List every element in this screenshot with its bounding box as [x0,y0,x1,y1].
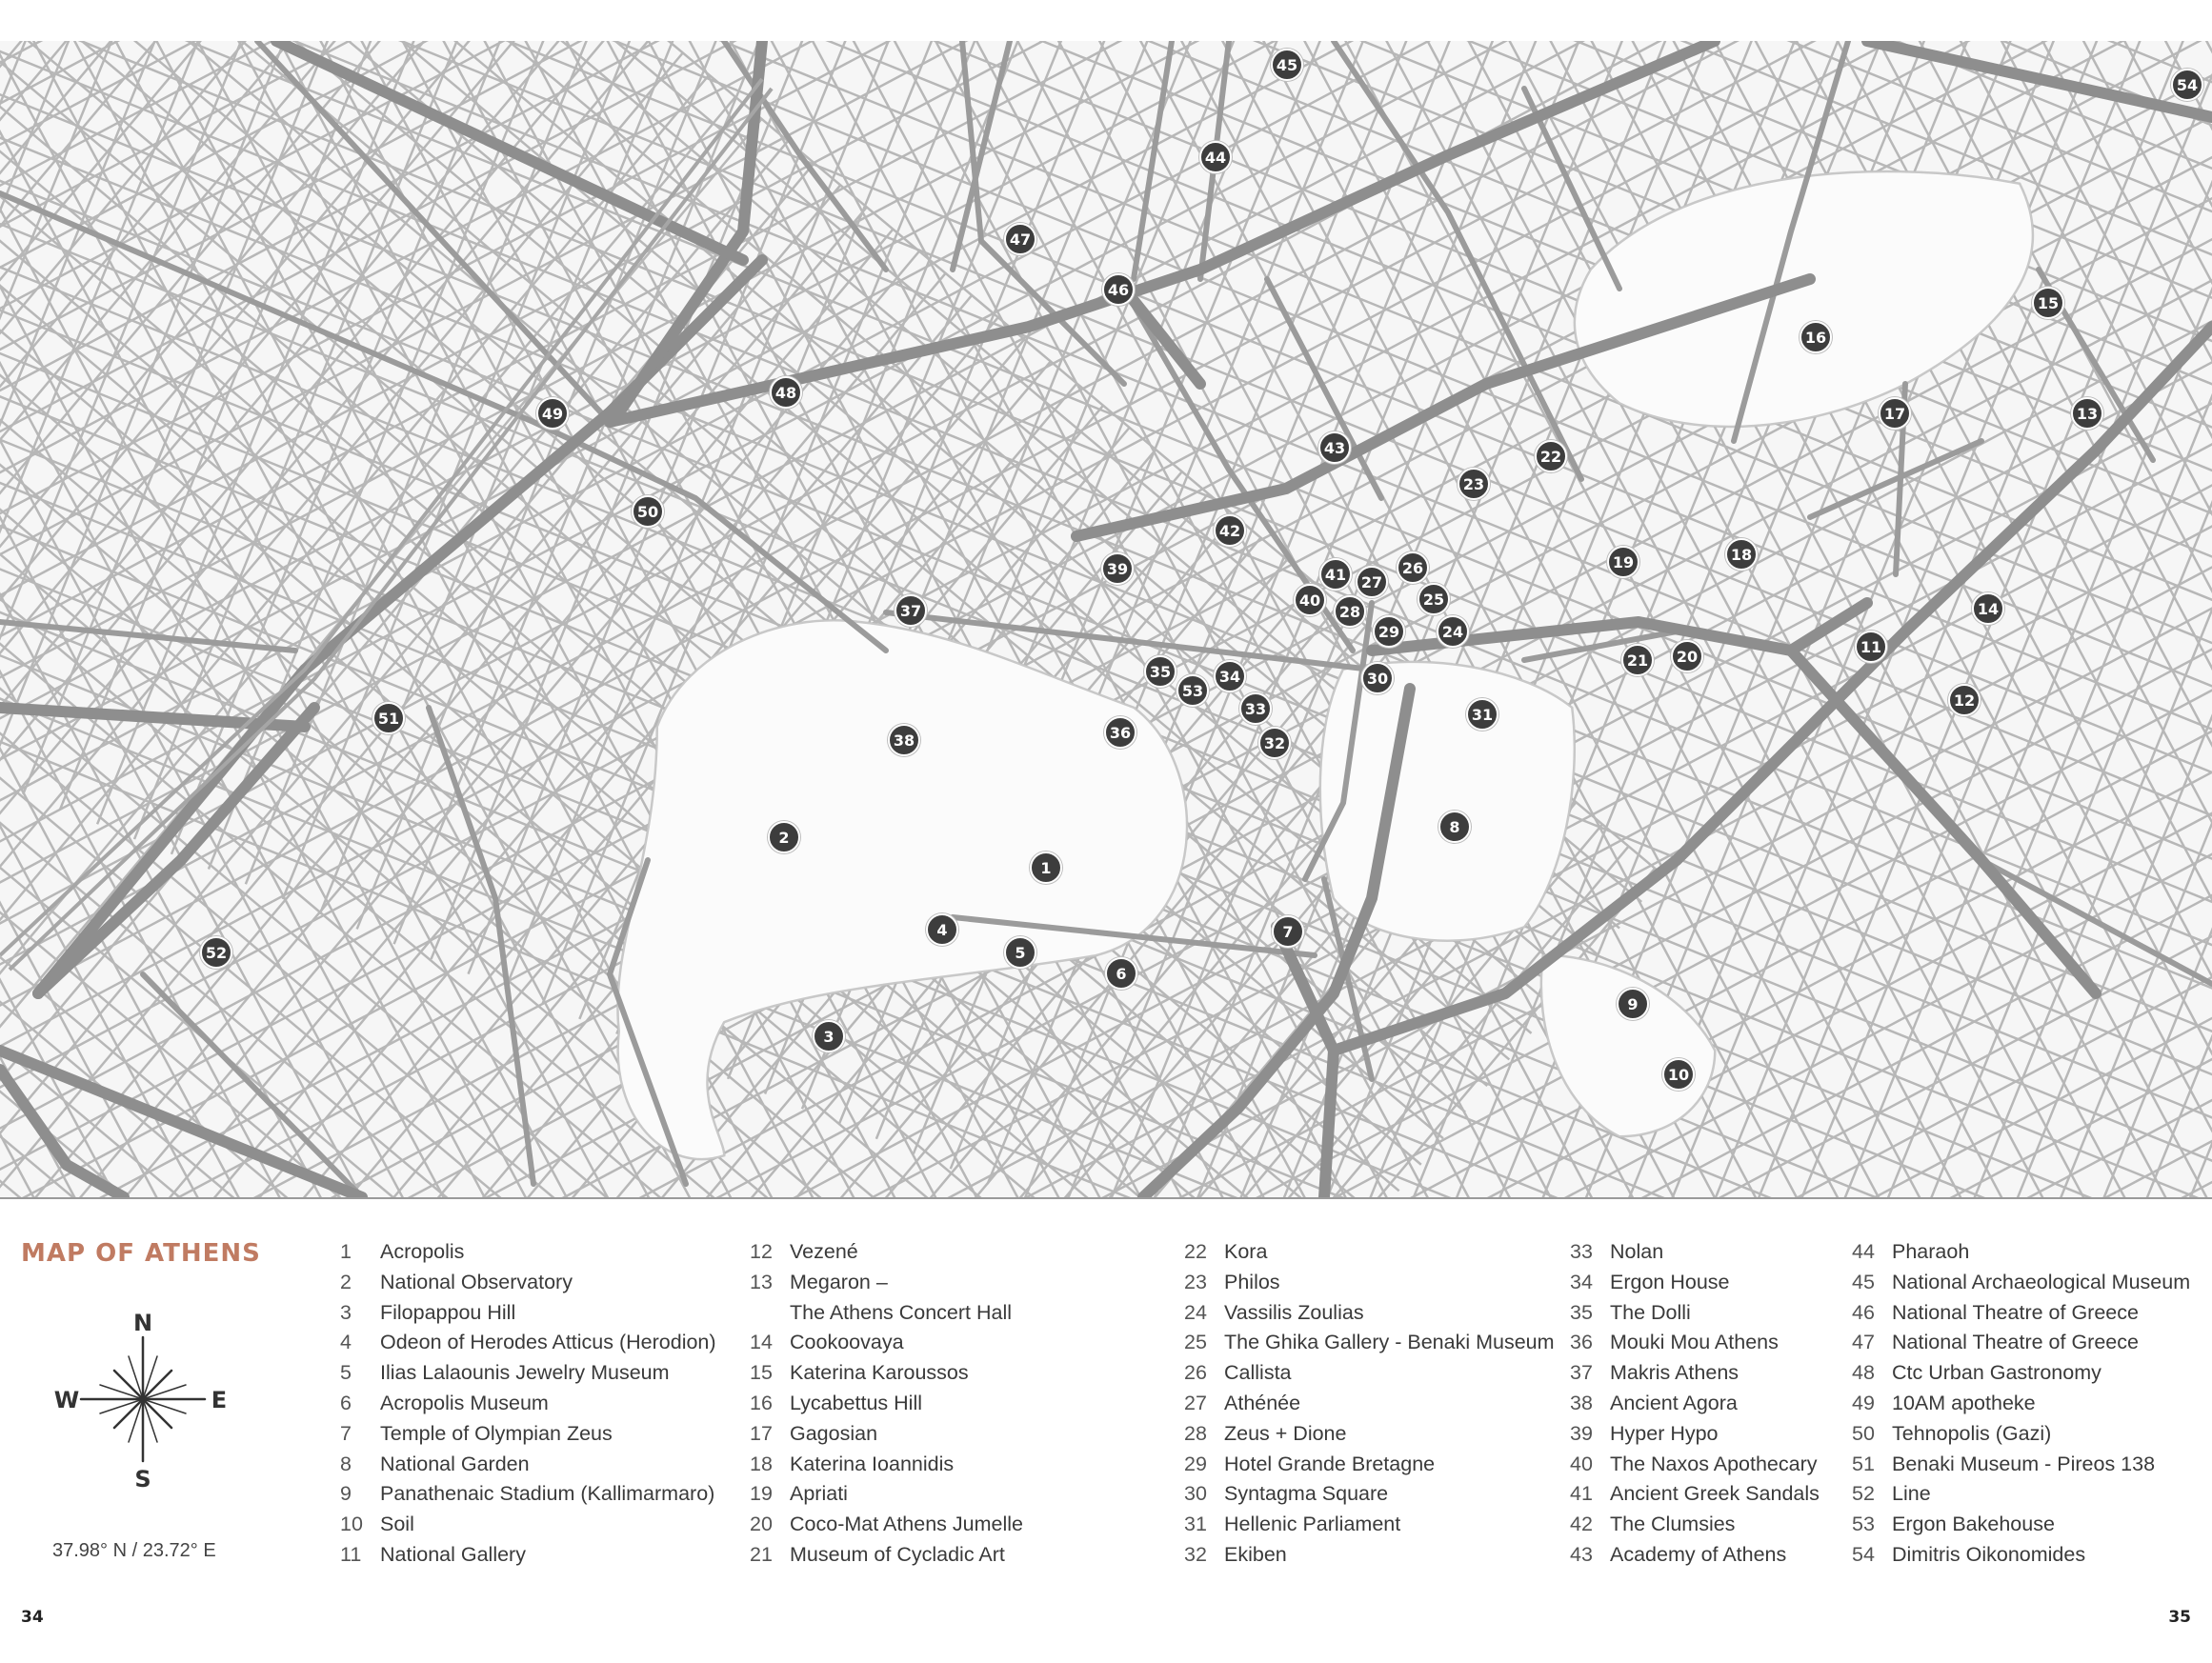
legend-item [750,1358,1023,1389]
compass-rose-icon [38,1304,248,1494]
legend-item [1184,1510,1555,1540]
legend-item-name: Hellenic Parliament [1224,1513,1401,1536]
legend-item-number: 9 [340,1482,352,1506]
legend-item [1184,1298,1555,1329]
legend-item [750,1450,1023,1480]
legend-item [1570,1510,1820,1540]
legend-item [1852,1298,2190,1329]
map-marker[interactable]: 52 [200,936,232,969]
legend-column-5 [1852,1237,2190,1571]
legend-item [1184,1419,1555,1450]
map-marker[interactable]: 46 [1102,273,1135,306]
map-marker[interactable]: 14 [1972,592,2004,625]
map-marker[interactable]: 53 [1176,674,1209,707]
legend-item-number: 10 [340,1513,363,1536]
map-marker[interactable]: 5 [1004,936,1036,969]
map-marker[interactable]: 9 [1617,988,1649,1020]
page-number-left: 34 [21,1608,44,1627]
legend-item [1570,1358,1820,1389]
legend-item-name: Vassilis Zoulias [1224,1300,1364,1324]
legend-item [340,1479,716,1510]
legend-item [340,1358,716,1389]
map-marker[interactable]: 12 [1948,684,1981,716]
map-marker[interactable]: 17 [1879,397,1911,430]
legend-item-number: 1 [340,1240,352,1263]
legend-item-number: 38 [1570,1391,1593,1414]
legend-item [340,1268,716,1298]
map-marker[interactable]: 30 [1361,662,1394,694]
legend-item-name: Temple of Olympian Zeus [380,1421,613,1445]
legend-item [1852,1268,2190,1298]
map-marker[interactable]: 49 [536,397,569,430]
legend-item [750,1298,1023,1329]
legend-item-name: Museum of Cycladic Art [790,1542,1005,1566]
legend-column-3 [1184,1237,1555,1571]
legend-item-name: Acropolis Museum [380,1391,549,1414]
legend-item-name: The Clumsies [1610,1513,1736,1536]
legend-item [340,1510,716,1540]
legend-item [1184,1237,1555,1268]
legend-item-name: Ilias Lalaounis Jewelry Museum [380,1361,670,1385]
legend-item [1184,1358,1555,1389]
legend-item [1184,1389,1555,1419]
legend-item [340,1540,716,1571]
map-marker[interactable]: 36 [1104,716,1136,749]
map-marker[interactable]: 23 [1458,468,1490,500]
legend-item-name: Ctc Urban Gastronomy [1892,1361,2101,1385]
legend-item-number: 51 [1852,1452,1875,1475]
legend-item [1184,1328,1555,1358]
legend-item-number: 8 [340,1452,352,1475]
legend-item-number: 24 [1184,1300,1207,1324]
legend-item-name: Makris Athens [1610,1361,1739,1385]
legend-item-name: Acropolis [380,1240,465,1263]
legend-item-name: Katerina Ioannidis [790,1452,955,1475]
street-map[interactable] [0,41,2212,1199]
map-marker[interactable]: 32 [1258,727,1291,759]
legend-item-name: Athénée [1224,1391,1301,1414]
legend-item-name: The Ghika Gallery - Benaki Museum [1224,1331,1555,1354]
legend-item-number: 16 [750,1391,773,1414]
legend-item-name: The Naxos Apothecary [1610,1452,1818,1475]
legend-item-name: Hyper Hypo [1610,1421,1719,1445]
legend-item-name: Nolan [1610,1240,1664,1263]
map-marker[interactable]: 47 [1004,223,1036,255]
legend-item [1852,1389,2190,1419]
legend-item [1570,1237,1820,1268]
legend-item-number: 17 [750,1421,773,1445]
legend-item [1184,1540,1555,1571]
legend-item-number: 14 [750,1331,773,1354]
legend-item-name: Kora [1224,1240,1268,1263]
legend-item [1570,1479,1820,1510]
legend-item [1570,1328,1820,1358]
map-marker[interactable]: 2 [768,821,800,853]
legend-item-number: 5 [340,1361,352,1385]
legend-item [1852,1479,2190,1510]
legend-item-number: 44 [1852,1240,1875,1263]
legend-item [1852,1358,2190,1389]
map-marker[interactable]: 25 [1418,583,1450,615]
map-marker[interactable]: 48 [770,376,802,409]
legend-item-name: Katerina Karoussos [790,1361,969,1385]
map-marker[interactable]: 38 [888,724,920,756]
legend-item-number: 29 [1184,1452,1207,1475]
legend-item-name: Callista [1224,1361,1292,1385]
legend-item-name: Hotel Grande Bretagne [1224,1452,1436,1475]
map-marker[interactable]: 44 [1199,141,1232,173]
legend-item-number: 27 [1184,1391,1207,1414]
legend-item-number: 2 [340,1270,352,1293]
map-marker[interactable]: 40 [1294,584,1326,616]
legend-item [750,1268,1023,1298]
legend-item [1570,1268,1820,1298]
map-marker[interactable]: 10 [1662,1058,1695,1091]
legend-item-number: 15 [750,1361,773,1385]
legend-item-number: 39 [1570,1421,1593,1445]
map-legend [0,1199,2212,1663]
legend-item-number: 42 [1570,1513,1593,1536]
legend-column-4 [1570,1237,1820,1571]
legend-item [340,1450,716,1480]
map-marker[interactable]: 54 [2171,69,2203,101]
legend-item [1570,1450,1820,1480]
legend-item-name: The Athens Concert Hall [790,1300,1013,1324]
legend-item-number: 23 [1184,1270,1207,1293]
legend-item-name: Syntagma Square [1224,1482,1389,1506]
legend-item-name: Zeus + Dione [1224,1421,1347,1445]
map-marker[interactable]: 45 [1271,49,1303,81]
legend-item [1184,1450,1555,1480]
map-marker[interactable]: 24 [1437,615,1469,648]
legend-item-name: National Gallery [380,1542,526,1566]
legend-item [750,1540,1023,1571]
legend-item-number: 32 [1184,1542,1207,1566]
legend-item-number: 20 [750,1513,773,1536]
legend-item-name: Filopappou Hill [380,1300,516,1324]
legend-item-name: Line [1892,1482,1931,1506]
legend-item [750,1237,1023,1268]
map-marker[interactable]: 33 [1239,692,1272,725]
legend-item-number: 47 [1852,1331,1875,1354]
legend-item-name: Philos [1224,1270,1280,1293]
map-marker[interactable]: 28 [1334,595,1366,628]
legend-item-number: 18 [750,1452,773,1475]
map-marker[interactable]: 39 [1101,552,1134,585]
legend-item-number: 37 [1570,1361,1593,1385]
map-marker[interactable]: 51 [372,702,405,734]
legend-item-number: 25 [1184,1331,1207,1354]
legend-item-number: 33 [1570,1240,1593,1263]
legend-item-name: Ergon House [1610,1270,1730,1293]
legend-item [750,1479,1023,1510]
map-marker[interactable]: 13 [2071,397,2103,430]
legend-item-number: 19 [750,1482,773,1506]
legend-item [1852,1237,2190,1268]
page-number-right: 35 [2168,1608,2191,1627]
legend-item-number: 21 [750,1542,773,1566]
legend-item-number: 35 [1570,1300,1593,1324]
map-marker[interactable]: 31 [1466,698,1498,731]
legend-item [1570,1540,1820,1571]
legend-item-name: Panathenaic Stadium (Kallimarmaro) [380,1482,715,1506]
map-marker[interactable]: 37 [895,594,927,627]
legend-item-name: Benaki Museum - Pireos 138 [1892,1452,2156,1475]
lycabettus-area [1575,171,2033,426]
compass-s-label: S [134,1466,151,1493]
legend-item-name: Soil [380,1513,414,1536]
legend-item-name: Ancient Agora [1610,1391,1738,1414]
legend-item [750,1419,1023,1450]
compass-e-label: E [211,1387,228,1413]
map-marker[interactable]: 22 [1535,440,1567,472]
legend-column-1 [340,1237,716,1571]
legend-item [340,1328,716,1358]
legend-item-name: Gagosian [790,1421,878,1445]
legend-item [1852,1328,2190,1358]
map-marker[interactable]: 42 [1214,514,1246,547]
legend-item [1852,1419,2190,1450]
legend-item-number: 40 [1570,1452,1593,1475]
map-marker[interactable]: 6 [1105,957,1137,990]
map-marker[interactable]: 50 [632,495,664,528]
map-marker[interactable]: 3 [813,1020,845,1052]
legend-item [340,1419,716,1450]
legend-item-name: National Archaeological Museum [1892,1270,2191,1293]
legend-item-name: National Theatre of Greece [1892,1300,2139,1324]
legend-item-name: Pharaoh [1892,1240,1970,1263]
legend-item [1184,1268,1555,1298]
map-marker[interactable]: 27 [1356,566,1388,598]
legend-item-name: Tehnopolis (Gazi) [1892,1421,2052,1445]
legend-item-name: National Garden [380,1452,530,1475]
map-marker[interactable]: 43 [1318,431,1351,464]
compass-n-label: N [132,1310,153,1336]
legend-item-number: 45 [1852,1270,1875,1293]
stadium-area [1541,955,1715,1136]
legend-item-number: 11 [340,1542,362,1566]
legend-item [1852,1540,2190,1571]
legend-item-name: Ekiben [1224,1542,1287,1566]
legend-column-2 [750,1237,1023,1571]
legend-item-name: National Observatory [380,1270,573,1293]
map-title: MAP OF ATHENS [21,1239,261,1268]
legend-item-number: 36 [1570,1331,1593,1354]
map-marker[interactable]: 15 [2032,287,2064,319]
legend-item [1852,1450,2190,1480]
legend-item-number: 28 [1184,1421,1207,1445]
map-marker[interactable]: 7 [1272,915,1304,948]
legend-item-name: Cookoovaya [790,1331,904,1354]
legend-item-number: 12 [750,1240,773,1263]
map-marker[interactable]: 4 [926,913,958,946]
legend-item-number: 34 [1570,1270,1593,1293]
legend-item-number: 48 [1852,1361,1875,1385]
legend-item [1570,1298,1820,1329]
acropolis-hill-area [618,620,1187,1158]
map-marker[interactable]: 21 [1621,644,1654,676]
legend-item-name: Megaron – [790,1270,888,1293]
legend-item-name: Ancient Greek Sandals [1610,1482,1820,1506]
legend-item-number: 54 [1852,1542,1875,1566]
map-marker[interactable]: 16 [1800,321,1832,353]
legend-item-number: 52 [1852,1482,1875,1506]
legend-item-name: Mouki Mou Athens [1610,1331,1779,1354]
legend-item-number: 6 [340,1391,352,1414]
legend-item [340,1237,716,1268]
legend-item-name: Ergon Bakehouse [1892,1513,2055,1536]
legend-item-name: Lycabettus Hill [790,1391,923,1414]
legend-item-number: 46 [1852,1300,1875,1324]
map-marker[interactable]: 18 [1725,538,1758,571]
legend-item-number: 3 [340,1300,352,1324]
legend-item-number: 26 [1184,1361,1207,1385]
legend-item-name: Odeon of Herodes Atticus (Herodion) [380,1331,716,1354]
legend-item [340,1298,716,1329]
street-network [0,41,2212,1197]
map-marker[interactable]: 20 [1671,640,1703,672]
legend-item-name: Academy of Athens [1610,1542,1787,1566]
legend-item [750,1328,1023,1358]
map-marker[interactable]: 19 [1607,546,1639,578]
legend-item-name: Dimitris Oikonomides [1892,1542,2086,1566]
map-marker[interactable]: 1 [1030,852,1062,884]
legend-item [340,1389,716,1419]
map-marker[interactable]: 8 [1438,811,1471,843]
map-marker[interactable]: 26 [1397,551,1429,584]
legend-item-name: 10AM apotheke [1892,1391,2036,1414]
legend-item [1570,1419,1820,1450]
legend-item-number: 7 [340,1421,352,1445]
legend-item-number: 4 [340,1331,352,1354]
legend-item [750,1510,1023,1540]
legend-item-number: 31 [1184,1513,1207,1536]
legend-item-number: 22 [1184,1240,1207,1263]
legend-item-number: 49 [1852,1391,1875,1414]
compass-w-label: W [53,1387,80,1413]
legend-item-name: Apriati [790,1482,848,1506]
map-marker[interactable]: 29 [1373,615,1405,648]
legend-item-name: Vezené [790,1240,858,1263]
map-marker[interactable]: 34 [1214,660,1246,692]
legend-item [1570,1389,1820,1419]
coordinates: 37.98° N / 23.72° E [52,1540,216,1561]
legend-item-name: The Dolli [1610,1300,1691,1324]
legend-item-number: 53 [1852,1513,1875,1536]
legend-item-number: 50 [1852,1421,1875,1445]
map-marker[interactable]: 41 [1319,558,1352,591]
legend-item-name: Coco-Mat Athens Jumelle [790,1513,1023,1536]
legend-item-number: 43 [1570,1542,1593,1566]
legend-item [1184,1479,1555,1510]
legend-item-number: 30 [1184,1482,1207,1506]
legend-item [1852,1510,2190,1540]
legend-item-name: National Theatre of Greece [1892,1331,2139,1354]
legend-item-number: 13 [750,1270,773,1293]
legend-item [750,1389,1023,1419]
map-marker[interactable]: 35 [1144,655,1176,688]
legend-item-number: 41 [1570,1482,1593,1506]
map-marker[interactable]: 11 [1855,631,1887,663]
